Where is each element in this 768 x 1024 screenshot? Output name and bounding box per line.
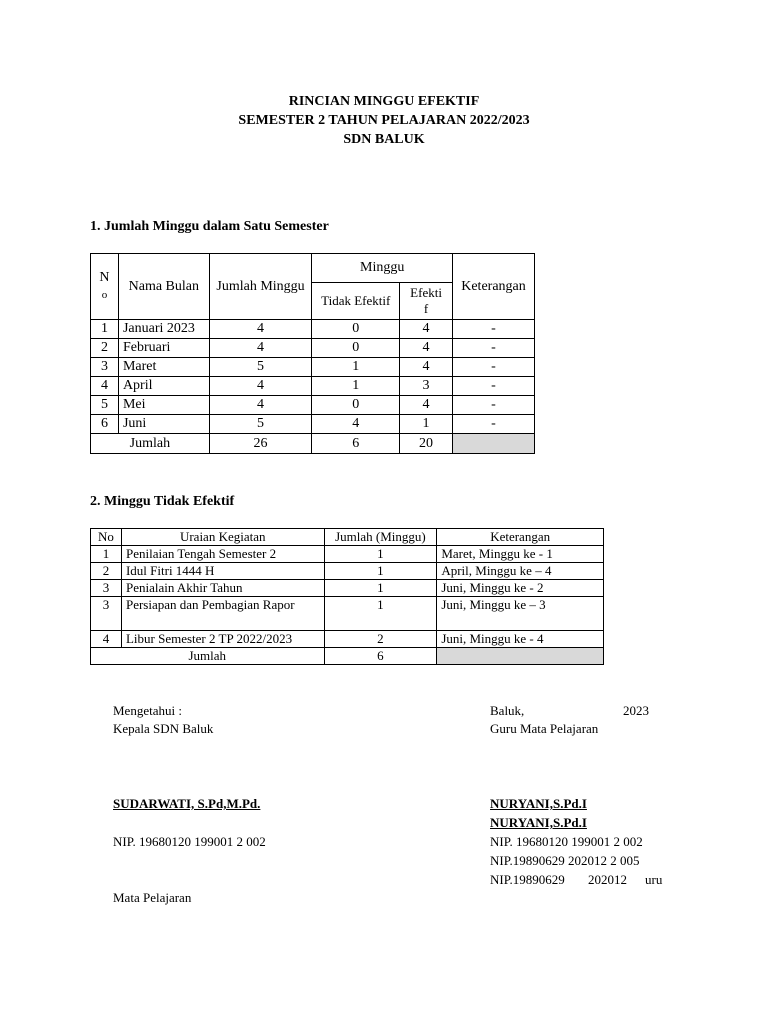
row-tidak: 0: [312, 339, 400, 358]
row2-no: 3: [91, 597, 122, 631]
row2-uraian: Libur Semester 2 TP 2022/2023: [121, 631, 324, 648]
row2-uraian: Penialain Akhir Tahun: [121, 580, 324, 597]
sig-right-name1: NURYANI,S.Pd.I: [490, 796, 587, 811]
sig-right-nip3a: NIP.19890629: [490, 872, 565, 887]
row-ket: -: [453, 377, 535, 396]
table-row: [91, 358, 535, 377]
table-minggu-efektif: [90, 253, 535, 454]
sig-right-nip3c: uru: [645, 872, 663, 887]
row2-uraian: Idul Fitri 1444 H: [121, 563, 324, 580]
table-row: [91, 580, 604, 597]
table-row: [91, 631, 604, 648]
table-row: [91, 597, 604, 631]
row2-uraian: Persiapan dan Pembagian Rapor: [121, 597, 324, 631]
section1-heading: 1. Jumlah Minggu dalam Satu Semester: [90, 219, 329, 234]
sig-right-name2: NURYANI,S.Pd.I: [490, 815, 587, 830]
total-jumlah: 26: [209, 434, 312, 454]
row2-jumlah: 1: [324, 597, 437, 631]
row2-ket: Juni, Minggu ke - 2: [437, 580, 604, 597]
row2-jumlah: 1: [324, 546, 437, 563]
row-efektif: 4: [400, 320, 453, 339]
header2-keterangan: Keterangan: [437, 529, 604, 546]
row2-no: 1: [91, 546, 122, 563]
total-efektif: 20: [400, 434, 453, 454]
row-tidak: 0: [312, 396, 400, 415]
row-tidak: 0: [312, 320, 400, 339]
total-label: Jumlah: [91, 434, 210, 454]
row-tidak: 1: [312, 358, 400, 377]
row2-no: 3: [91, 580, 122, 597]
row-tidak: 1: [312, 377, 400, 396]
sig-left-extra: Mata Pelajaran: [113, 890, 192, 905]
row-bulan: Februari: [118, 339, 209, 358]
row2-ket: Maret, Minggu ke - 1: [437, 546, 604, 563]
header2-uraian: Uraian Kegiatan: [121, 529, 324, 546]
table-row: [91, 377, 535, 396]
row-bulan: Juni: [118, 415, 209, 434]
sig-left-nip: NIP. 19680120 199001 2 002: [113, 834, 266, 849]
sig-right-nip2: NIP.19890629 202012 2 005: [490, 853, 640, 868]
row-ket: -: [453, 339, 535, 358]
sig-left-role: Kepala SDN Baluk: [113, 721, 214, 736]
total2-label: Jumlah: [91, 648, 325, 665]
header2-jumlah: Jumlah (Minggu): [324, 529, 437, 546]
row-no: 4: [91, 377, 119, 396]
total2-ket-shaded: [437, 648, 604, 665]
row2-uraian: Penilaian Tengah Semester 2: [121, 546, 324, 563]
header-nama-bulan: Nama Bulan: [118, 254, 209, 320]
sig-left-mengetahui: Mengetahui :: [113, 703, 182, 718]
row-bulan: Maret: [118, 358, 209, 377]
row-no: 2: [91, 339, 119, 358]
header2-no: No: [91, 529, 122, 546]
row-bulan: April: [118, 377, 209, 396]
sig-right-nip3b: 202012: [588, 872, 627, 887]
sig-right-year: 2023: [623, 703, 649, 718]
table-row: [91, 339, 535, 358]
row-efektif: 4: [400, 396, 453, 415]
sig-right-role: Guru Mata Pelajaran: [490, 721, 599, 736]
row-ket: -: [453, 320, 535, 339]
row-ket: -: [453, 358, 535, 377]
doc-title-line3: SDN BALUK: [343, 132, 425, 147]
row-jumlah: 5: [209, 358, 312, 377]
row2-jumlah: 2: [324, 631, 437, 648]
sig-right-nip1: NIP. 19680120 199001 2 002: [490, 834, 643, 849]
header-no-a: N: [99, 270, 110, 285]
header-tidak-efektif: Tidak Efektif: [312, 283, 400, 320]
row2-no: 2: [91, 563, 122, 580]
row-efektif: 3: [400, 377, 453, 396]
row2-ket: April, Minggu ke – 4: [437, 563, 604, 580]
row-jumlah: 4: [209, 320, 312, 339]
section2-heading: 2. Minggu Tidak Efektif: [90, 494, 235, 509]
row-jumlah: 5: [209, 415, 312, 434]
row-no: 1: [91, 320, 119, 339]
row-bulan: Januari 2023: [118, 320, 209, 339]
row2-no: 4: [91, 631, 122, 648]
table-row: [91, 563, 604, 580]
row-no: 6: [91, 415, 119, 434]
doc-title-line1: RINCIAN MINGGU EFEKTIF: [288, 94, 480, 109]
table-total-row: [91, 648, 604, 665]
header-efektif-a: Efekti: [410, 285, 442, 300]
row2-jumlah: 1: [324, 580, 437, 597]
header-jumlah-minggu: Jumlah Minggu: [209, 254, 312, 320]
row-jumlah: 4: [209, 396, 312, 415]
total-ket-shaded: [453, 434, 535, 454]
total-tidak: 6: [312, 434, 400, 454]
row-efektif: 4: [400, 339, 453, 358]
row-jumlah: 4: [209, 377, 312, 396]
table-row: [91, 415, 535, 434]
row-no: 3: [91, 358, 119, 377]
header-no: [91, 254, 119, 320]
row-efektif: 1: [400, 415, 453, 434]
table-row: [91, 546, 604, 563]
table-row: [91, 396, 535, 415]
header-efektif-b: f: [423, 301, 429, 316]
header-no-b: o: [101, 289, 108, 301]
total2-jumlah: 6: [324, 648, 437, 665]
header-keterangan: Keterangan: [453, 254, 535, 320]
row-ket: -: [453, 415, 535, 434]
row-bulan: Mei: [118, 396, 209, 415]
row2-jumlah: 1: [324, 563, 437, 580]
doc-title-line2: SEMESTER 2 TAHUN PELAJARAN 2022/2023: [238, 113, 530, 128]
row2-ket: Juni, Minggu ke – 3: [437, 597, 604, 631]
table-row: [91, 320, 535, 339]
table-minggu-tidak-efektif: [90, 528, 604, 665]
sig-left-name: SUDARWATI, S.Pd,M.Pd.: [113, 796, 261, 811]
row-jumlah: 4: [209, 339, 312, 358]
row-ket: -: [453, 396, 535, 415]
sig-right-place: Baluk,: [490, 703, 525, 718]
row-tidak: 4: [312, 415, 400, 434]
header-minggu: Minggu: [312, 254, 453, 283]
header-efektif: [400, 283, 453, 320]
row-efektif: 4: [400, 358, 453, 377]
row2-ket: Juni, Minggu ke - 4: [437, 631, 604, 648]
row-no: 5: [91, 396, 119, 415]
table-total-row: [91, 434, 535, 454]
